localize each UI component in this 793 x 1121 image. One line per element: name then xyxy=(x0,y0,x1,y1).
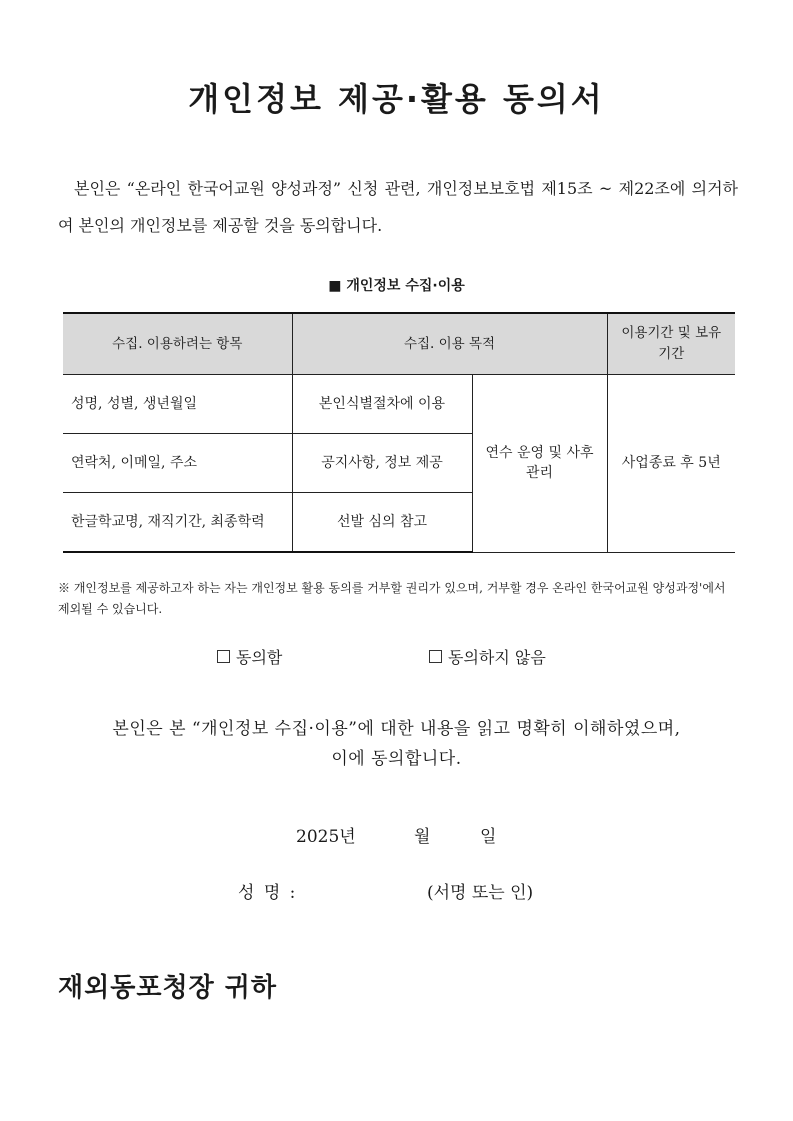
table-header-row xyxy=(63,313,735,375)
document-title: 개인정보 제공·활용 동의서 xyxy=(188,80,605,118)
refusal-note: ※ 개인정보를 제공하고자 하는 자는 개인정보 활용 동의를 거부할 권리가 있으며, 거부할 경우 온라인 한국어교원 양성과정'에서 제외될 수 있습니다. xyxy=(58,581,726,616)
header-purpose: 수집. 이용 목적 xyxy=(292,313,607,375)
disagree-option[interactable] xyxy=(429,645,546,668)
consent-statement xyxy=(40,714,753,774)
header-retention: 이용기간 및 보유기간 xyxy=(607,313,735,375)
signature-hint: (서명 또는 인) xyxy=(427,883,534,903)
consent-table xyxy=(63,312,735,553)
signature-label: 성 명 : xyxy=(238,883,298,903)
header-items: 수집. 이용하려는 항목 xyxy=(63,313,292,375)
addressee: 재외동포청장 귀하 xyxy=(58,973,277,1003)
row-purpose: 공지사항, 정보 제공 xyxy=(292,434,472,493)
intro-paragraph: 본인은 “온라인 한국어교원 양성과정” 신청 관련, 개인정보보호법 제15조 ~ 제22조에 의거하여 본인의 개인정보를 제공할 것을 동의합니다. xyxy=(58,179,738,235)
row-item: 한글학교명, 재직기간, 최종학력 xyxy=(63,493,292,553)
disagree-checkbox[interactable] xyxy=(429,650,442,663)
statement-line-2: 이에 동의합니다. xyxy=(331,749,462,769)
row-item: 성명, 성별, 생년월일 xyxy=(63,375,292,434)
section-heading: ■ 개인정보 수집·이용 xyxy=(328,278,465,294)
date-day: 일 xyxy=(480,827,497,847)
common-purpose: 연수 운영 및 사후관리 xyxy=(472,375,607,553)
row-item: 연락처, 이메일, 주소 xyxy=(63,434,292,493)
agree-label: 동의함 xyxy=(236,648,283,667)
row-purpose: 선발 심의 참고 xyxy=(292,493,472,553)
disagree-label: 동의하지 않음 xyxy=(448,648,546,667)
agree-option[interactable] xyxy=(217,645,282,668)
date-year: 2025년 xyxy=(296,827,356,847)
date-month: 월 xyxy=(414,827,431,847)
agree-checkbox[interactable] xyxy=(217,650,230,663)
row-purpose: 본인식별절차에 이용 xyxy=(292,375,472,434)
table-row xyxy=(63,375,735,434)
retention-period: 사업종료 후 5년 xyxy=(607,375,735,553)
statement-line-1: 본인은 본 “개인정보 수집·이용”에 대한 내용을 읽고 명확히 이해하였으며, xyxy=(112,719,681,739)
